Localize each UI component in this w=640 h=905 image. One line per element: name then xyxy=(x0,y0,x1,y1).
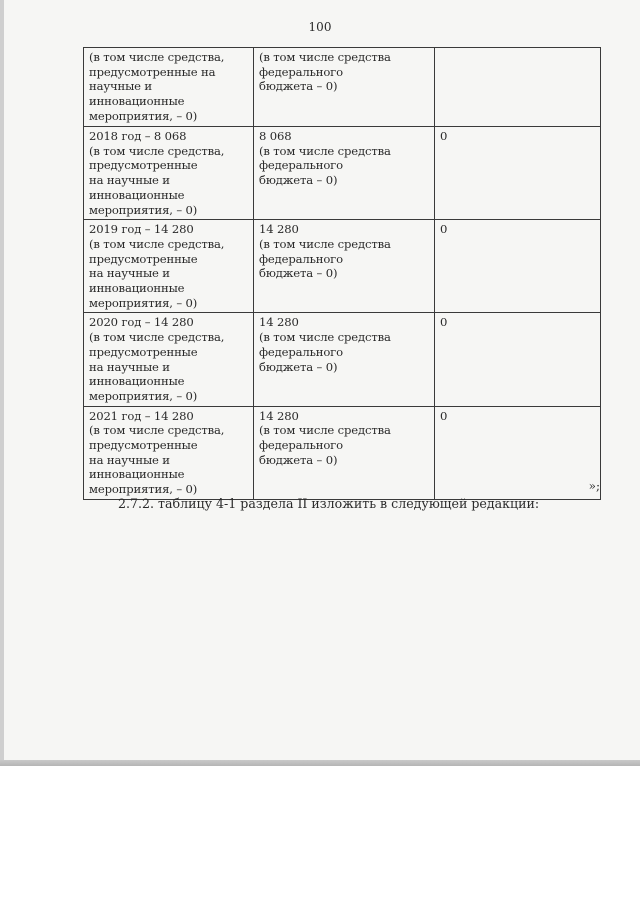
table-cell-other xyxy=(435,48,601,127)
table-cell-total: 14 280 (в том числе средства федерального бюджета – 0) xyxy=(254,220,435,313)
table-cell-period: 2019 год – 14 280 (в том числе средства, предусмотренные на научные и инновационные мероприятия, – 0) xyxy=(84,220,254,313)
table-cell-total: 8 068 (в том числе средства федерального бюджета – 0) xyxy=(254,127,435,220)
table-cell-period: 2018 год – 8 068 (в том числе средства, предусмотренные на научные и инновационные мероприятия, – 0) xyxy=(84,127,254,220)
table-cell-total: 14 280 (в том числе средства федерального бюджета – 0) xyxy=(254,313,435,406)
budget-table xyxy=(83,47,601,500)
table-row xyxy=(84,406,601,499)
table-row xyxy=(84,127,601,220)
table-cell-period: (в том числе средства, предусмотренные на научные и инновационные мероприятия, – 0) xyxy=(84,48,254,127)
table-cell-other: 0 xyxy=(435,406,601,499)
instruction-paragraph: 2.7.2. таблицу 4-1 раздела II изложить в следующей редакции: xyxy=(118,496,540,511)
table-cell-other: 0 xyxy=(435,220,601,313)
table-row xyxy=(84,220,601,313)
sheet-bottom-edge xyxy=(0,760,640,766)
table-cell-period: 2021 год – 14 280 (в том числе средства, предусмотренные на научные и инновационные мероприятия, – 0) xyxy=(84,406,254,499)
table-row xyxy=(84,313,601,406)
table-cell-other: 0 xyxy=(435,127,601,220)
table-cell-total: 14 280 (в том числе средства федерального бюджета – 0) xyxy=(254,406,435,499)
closing-quote: »; xyxy=(588,479,600,493)
page-number: 100 xyxy=(308,20,332,34)
sheet-left-edge xyxy=(0,0,4,765)
table-cell-period: 2020 год – 14 280 (в том числе средства, предусмотренные на научные и инновационные мероприятия, – 0) xyxy=(84,313,254,406)
table-cell-other: 0 xyxy=(435,313,601,406)
table-row xyxy=(84,48,601,127)
table-cell-total: (в том числе средства федерального бюджета – 0) xyxy=(254,48,435,127)
